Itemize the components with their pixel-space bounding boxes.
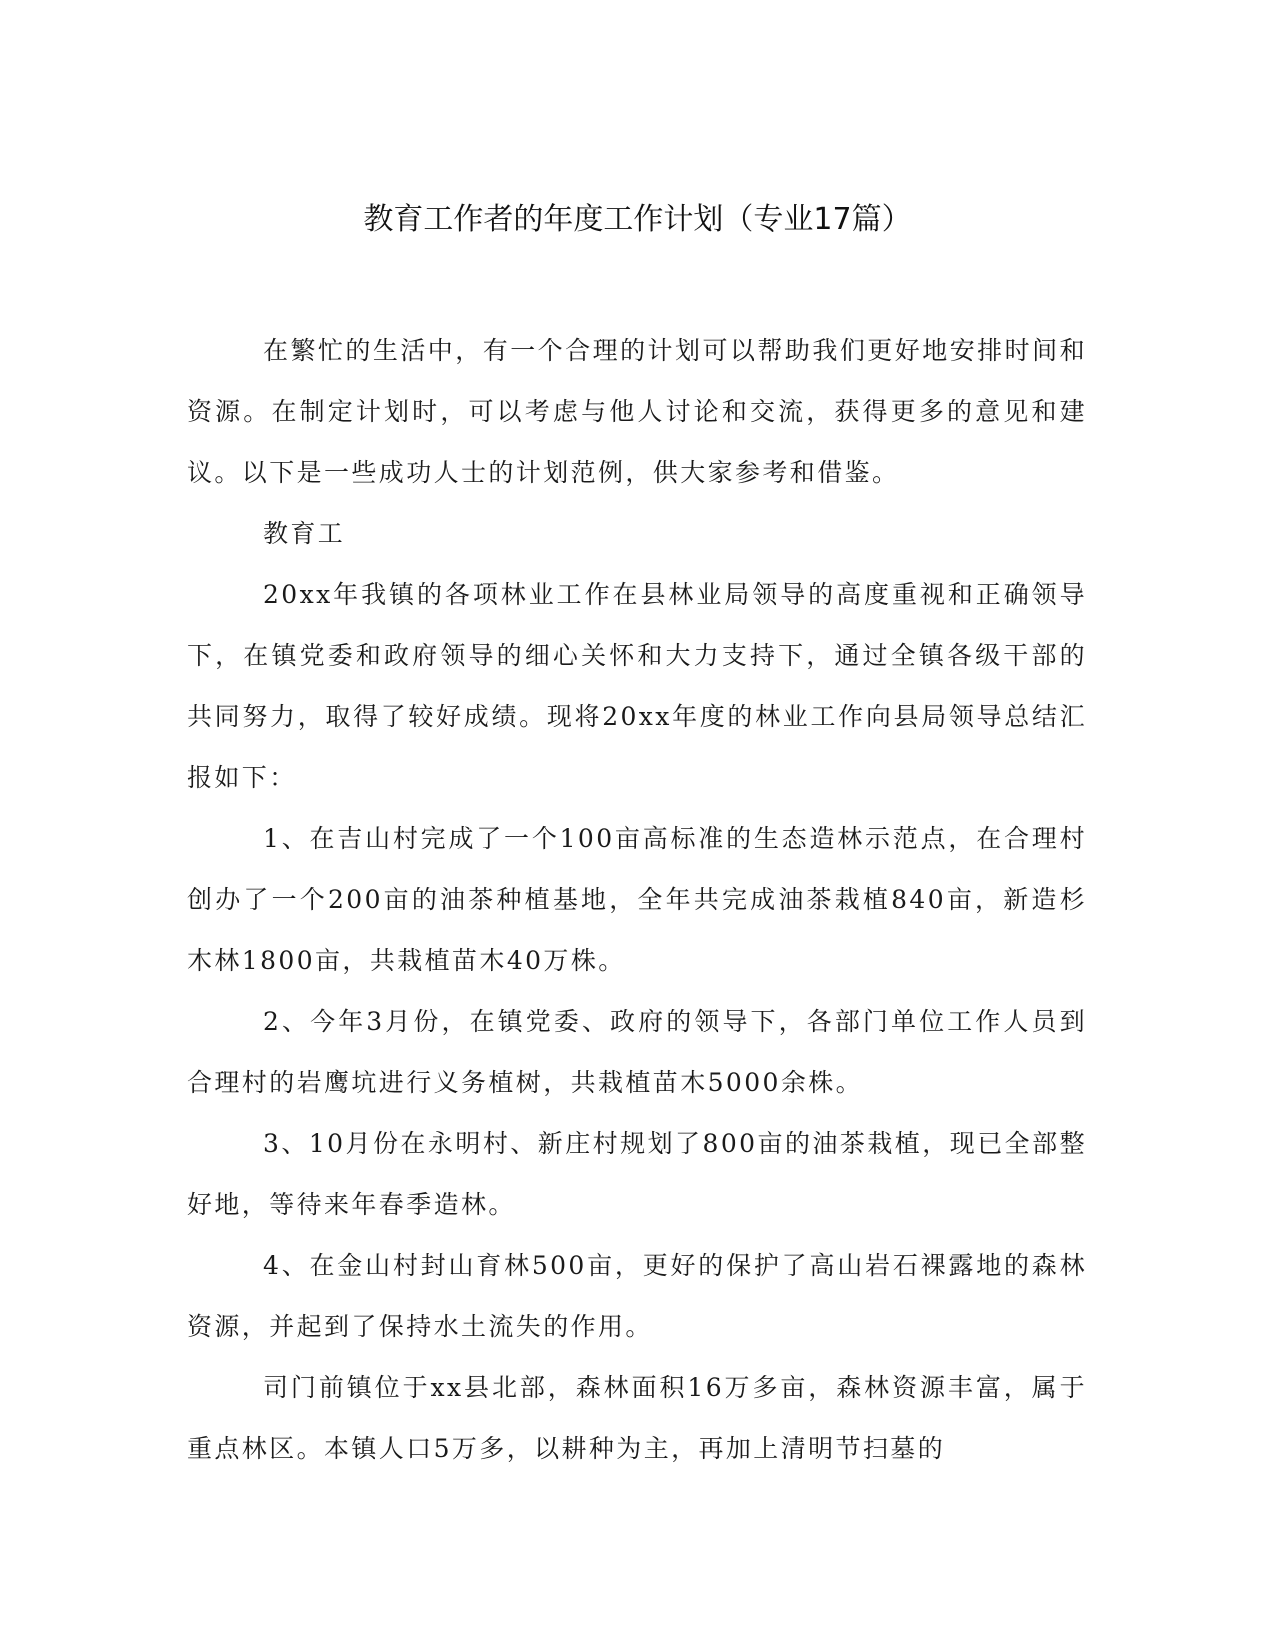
paragraph-item-1: 1、在吉山村完成了一个100亩高标准的生态造林示范点，在合理村创办了一个200亩的油茶种植基地，全年共完成油茶栽植840亩，新造杉木林1800亩，共栽植苗木40万株。: [187, 824, 1087, 975]
paragraph-heading-fragment: 教育工: [263, 519, 346, 548]
paragraph-item-3: 3、10月份在永明村、新庄村规划了800亩的油茶栽植，现已全部整好地，等待来年春季造林。: [187, 1129, 1087, 1219]
paragraph-summary: 20xx年我镇的各项林业工作在县林业局领导的高度重视和正确领导下，在镇党委和政府领导的细心关怀和大力支持下，通过全镇各级干部的共同努力，取得了较好成绩。现将20xx年度的林业工作向县局领导总结汇报如下：: [187, 580, 1087, 792]
document-body: [187, 320, 1087, 1479]
paragraph-town-overview: 司门前镇位于xx县北部，森林面积16万多亩，森林资源丰富，属于重点林区。本镇人口5万多，以耕种为主，再加上清明节扫墓的: [187, 1373, 1087, 1463]
paragraph-item-4: 4、在金山村封山育林500亩，更好的保护了高山岩石裸露地的森林资源，并起到了保持水土流失的作用。: [187, 1251, 1087, 1341]
paragraph-item-2: 2、今年3月份，在镇党委、政府的领导下，各部门单位工作人员到合理村的岩鹰坑进行义务植树，共栽植苗木5000余株。: [187, 1007, 1087, 1097]
paragraph-intro: 在繁忙的生活中，有一个合理的计划可以帮助我们更好地安排时间和资源。在制定计划时，可以考虑与他人讨论和交流，获得更多的意见和建议。以下是一些成功人士的计划范例，供大家参考和借鉴。: [187, 336, 1087, 487]
document-title: 教育工作者的年度工作计划（专业17篇）: [363, 202, 912, 237]
